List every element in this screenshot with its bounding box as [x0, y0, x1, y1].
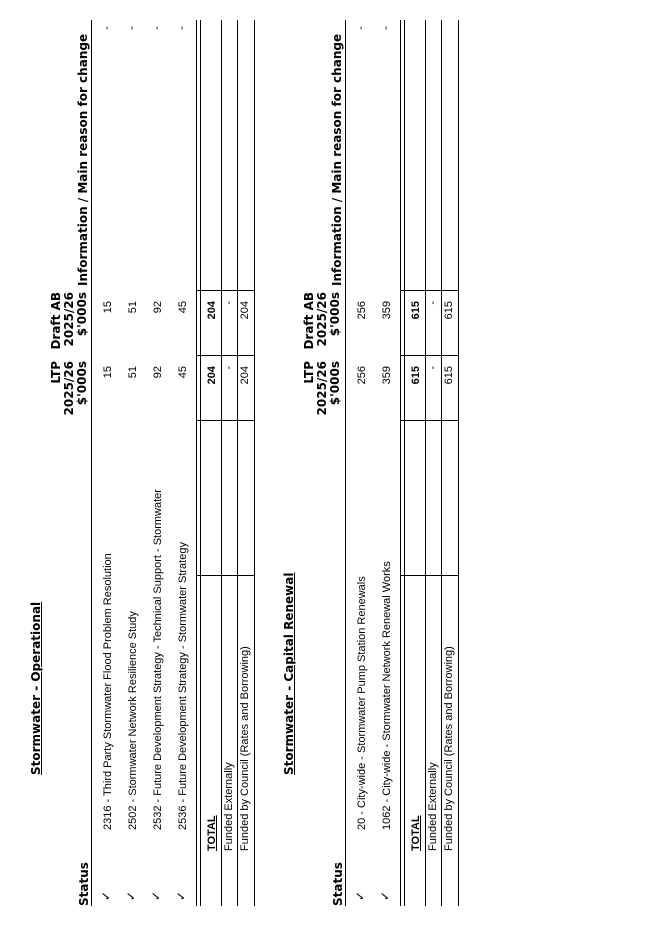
draft-value: 45: [177, 301, 189, 314]
status-check: ✓: [124, 890, 138, 902]
funded-externally-ltp: -: [427, 366, 439, 370]
info-value: -: [100, 26, 113, 30]
funded-council-ltp: 204: [239, 366, 251, 385]
status-check: ✓: [149, 890, 163, 902]
funded-council-draft: 204: [239, 301, 251, 320]
row-description: 2532 - Future Development Strategy - Technical Support - Stormwater: [152, 489, 164, 830]
row-description: 20 - City-wide - Stormwater Pump Station Renewals: [356, 576, 368, 830]
section-title-capital-renewal: Stormwater - Capital Renewal: [282, 572, 296, 775]
total-ltp: 204: [206, 366, 218, 385]
status-header: Status: [77, 862, 91, 906]
status-check: ✓: [353, 890, 367, 902]
section-title-operational: Stormwater - Operational: [29, 601, 43, 775]
row-description: 2316 - Third Party Stormwater Flood Problem Resolution: [102, 553, 114, 830]
funded-externally-label: Funded Externally: [427, 762, 439, 851]
info-header: Information / Main reason for change: [76, 33, 90, 286]
row-description: 2536 - Future Development Strategy - Stormwater Strategy: [177, 542, 189, 830]
status-check: ✓: [378, 890, 392, 902]
funded-externally-label: Funded Externally: [223, 762, 235, 851]
row-description: 2502 - Stormwater Network Resilience Study: [127, 611, 139, 830]
draft-header: Draft AB 2025/26 $'000s: [302, 292, 342, 350]
funded-council-draft: 615: [443, 301, 455, 320]
info-value: -: [379, 26, 392, 30]
draft-value: 92: [152, 301, 164, 314]
draft-header: Draft AB 2025/26 $'000s: [49, 292, 89, 350]
funded-externally-ltp: -: [223, 366, 235, 370]
ltp-value: 359: [381, 366, 393, 385]
ltp-value: 256: [356, 366, 368, 385]
funded-council-label: Funded by Council (Rates and Borrowing): [239, 646, 251, 851]
draft-value: 15: [102, 301, 114, 314]
info-value: -: [175, 26, 188, 30]
total-draft: 204: [206, 301, 218, 320]
ltp-header: LTP 2025/26 $'000s: [302, 361, 342, 416]
status-header: Status: [331, 862, 345, 906]
ltp-header: LTP 2025/26 $'000s: [49, 361, 89, 416]
total-draft: 615: [410, 301, 422, 320]
row-description: 1062 - City-wide - Stormwater Network Renewal Works: [381, 561, 393, 830]
funded-council-label: Funded by Council (Rates and Borrowing): [443, 646, 455, 851]
draft-value: 256: [356, 301, 368, 320]
funded-council-ltp: 615: [443, 366, 455, 385]
draft-value: 51: [127, 301, 139, 314]
total-ltp: 615: [410, 366, 422, 385]
ltp-value: 15: [102, 366, 114, 379]
draft-value: 359: [381, 301, 393, 320]
ltp-value: 45: [177, 366, 189, 379]
total-label: TOTAL: [206, 815, 218, 851]
info-value: -: [354, 26, 367, 30]
funded-externally-draft: -: [223, 301, 235, 305]
ltp-value: 51: [127, 366, 139, 379]
status-check: ✓: [99, 890, 113, 902]
ltp-value: 92: [152, 366, 164, 379]
info-value: -: [150, 26, 163, 30]
info-header: Information / Main reason for change: [330, 33, 344, 286]
status-check: ✓: [174, 890, 188, 902]
funded-externally-draft: -: [427, 301, 439, 305]
total-label: TOTAL: [410, 815, 422, 851]
info-value: -: [125, 26, 138, 30]
